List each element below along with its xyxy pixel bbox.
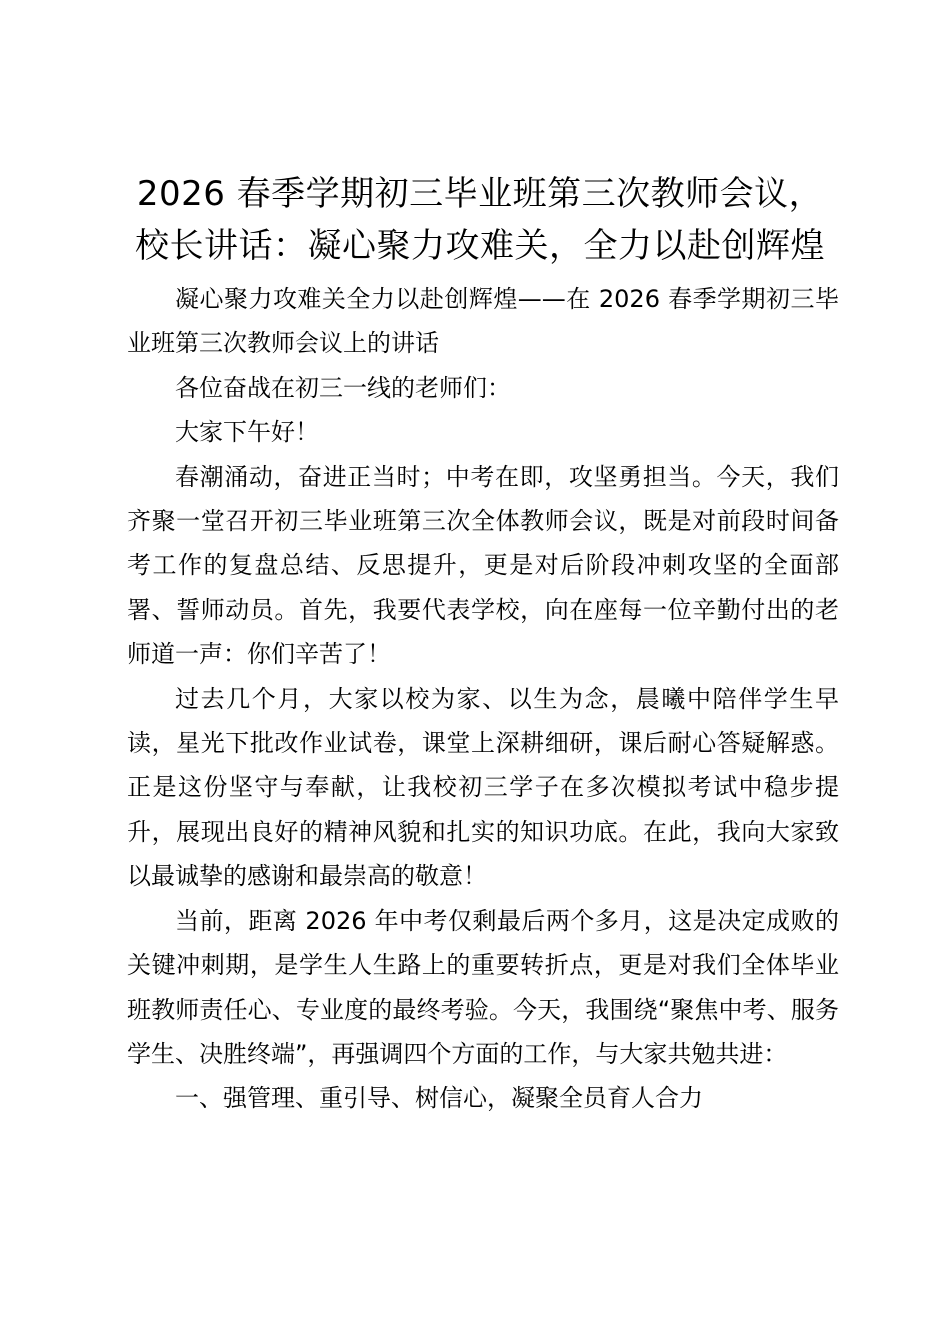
body-paragraph: 过去几个月，大家以校为家、以生为念，晨曦中陪伴学生早读，星光下批改作业试卷，课堂上深耕细研，课后耐心答疑解惑。正是这份坚守与奉献，让我校初三学子在多次模拟考试中稳步提升，展现出良好的精神风貌和扎实的知识功底。在此，我向大家致以最诚挚的感谢和最崇高的敬意！ [127, 684, 839, 891]
body-paragraph: 春潮涌动，奋进正当时；中考在即，攻坚勇担当。今天，我们齐聚一堂召开初三毕业班第三次全体教师会议，既是对前段时间备考工作的复盘总结、反思提升，更是对后阶段冲刺攻坚的全面部署、誓师动员。首先，我要代表学校，向在座每一位辛勤付出的老师道一声：你们辛苦了！ [127, 462, 839, 669]
body-paragraph: 当前，距离 2026 年中考仅剩最后两个多月，这是决定成败的关键冲刺期，是学生人生路上的重要转折点，更是对我们全体毕业班教师责任心、专业度的最终考验。今天，我围绕“聚焦中考、服务学生、决胜终端”，再强调四个方面的工作，与大家共勉共进： [127, 906, 839, 1068]
document-title-line-1: 2026 春季学期初三毕业班第三次教师会议， [136, 174, 824, 214]
greeting-paragraph: 大家下午好！ [175, 418, 319, 447]
document-body [127, 277, 839, 1121]
document-title-line-2: 校长讲话：凝心聚力攻难关，全力以赴创辉煌 [135, 226, 825, 266]
salutation-paragraph: 各位奋战在初三一线的老师们： [175, 373, 511, 402]
speech-subtitle-paragraph: 凝心聚力攻难关全力以赴创辉煌——在 2026 春季学期初三毕业班第三次教师会议上的讲话 [127, 285, 839, 358]
section-heading: 一、强管理、重引导、树信心，凝聚全员育人合力 [175, 1084, 703, 1113]
